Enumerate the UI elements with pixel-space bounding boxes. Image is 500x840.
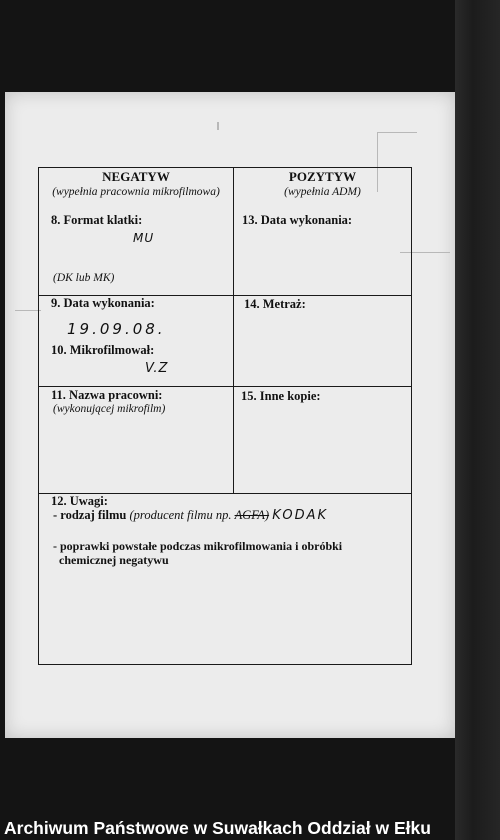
format-label: 8. Format klatki: [51,213,143,227]
pozytyw-subheading: (wypełnia ADM) [284,186,361,198]
corrections-line-1: - poprawki powstałe podczas mikrofilmowania i obróbki [53,539,343,553]
lab-name-hint: (wykonującej mikrofilm) [53,403,166,415]
pozytyw-heading: POZYTYW [288,169,357,184]
archive-footer: Archiwum Państwowe w Suwałkach Oddział w Ełku [4,818,431,838]
corrections-line-2: chemicznej negatywu [59,553,169,567]
microfilm-form [38,167,412,665]
film-type-example: AGFA) [234,508,270,522]
scan-mark [217,122,219,130]
film-type-line [53,508,328,523]
negatyw-subheading: (wypełnia pracownia mikrofilmowa) [52,186,220,198]
microfilmed-by-label: 10. Mikrofilmował: [51,343,155,357]
film-type-hint: (producent filmu np. [129,508,232,522]
format-value: MU [133,231,155,245]
microfilmed-by-value: V.Z [145,361,169,376]
positive-date-label: 13. Data wykonania: [242,213,353,227]
negative-date-label: 9. Data wykonania: [51,296,155,310]
film-type-prefix: - rodzaj filmu [53,508,127,522]
film-type-value: KODAK [272,508,329,523]
negative-date-value: 19.09.08. [67,320,166,338]
negatyw-heading: NEGATYW [102,169,170,184]
remarks-label: 12. Uwagi: [51,494,108,508]
length-label: 14. Metraż: [244,297,306,311]
lab-name-label: 11. Nazwa pracowni: [51,388,163,402]
scan-edge [455,0,500,840]
format-hint: (DK lub MK) [53,272,115,284]
column-divider [233,168,234,494]
other-copies-label: 15. Inne kopie: [241,389,321,403]
scan-mark [377,132,417,133]
